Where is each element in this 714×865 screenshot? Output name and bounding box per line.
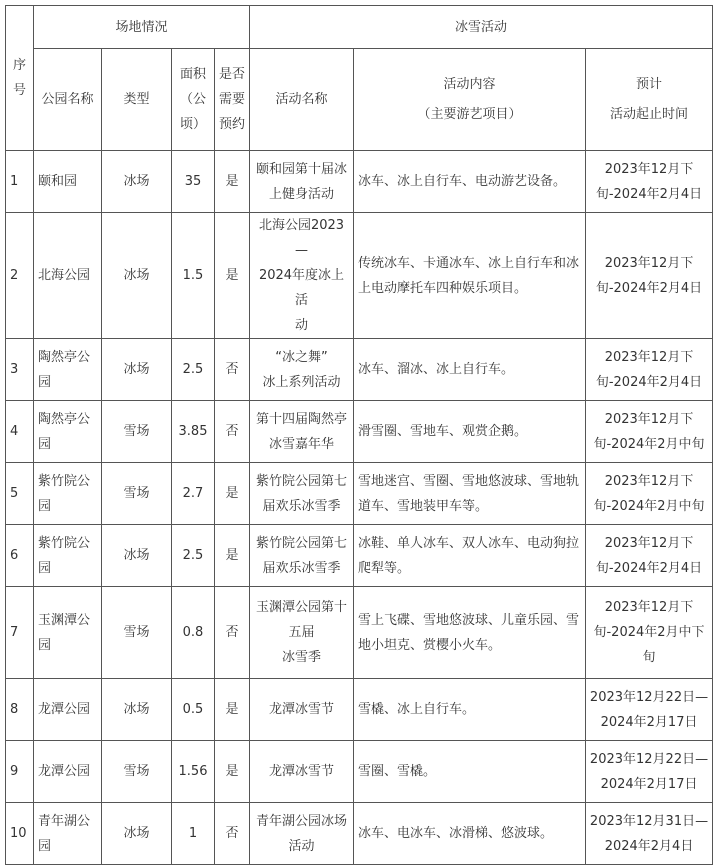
table-row xyxy=(6,525,713,587)
table-container xyxy=(5,5,712,865)
activity-name-cell-line: 冰雪嘉年华 xyxy=(269,436,335,452)
table-row xyxy=(6,151,713,213)
seq-cell: 4 xyxy=(6,401,34,463)
park-name-cell-line: 园 xyxy=(38,560,52,576)
table-row xyxy=(6,463,713,525)
period-cell-line: 2023年12月31日— xyxy=(589,813,709,829)
table-row xyxy=(6,339,713,401)
table-row xyxy=(6,213,713,339)
period-cell-line: 旬-2024年2月4日 xyxy=(595,280,703,296)
area-cell: 1.56 xyxy=(172,741,215,803)
type-cell: 冰场 xyxy=(102,525,172,587)
activity-name-cell-line: 上健身活动 xyxy=(269,186,335,202)
park-name-cell xyxy=(34,587,102,679)
area-cell: 2.5 xyxy=(172,339,215,401)
activity-name-cell-line: 紫竹院公园第七 xyxy=(256,473,348,489)
area-cell: 3.85 xyxy=(172,401,215,463)
activity-name-cell-line: 动 xyxy=(295,318,309,333)
content-cell xyxy=(354,463,586,525)
header-period xyxy=(586,49,713,151)
content-cell-line: 上电动摩托车四种娱乐项目。 xyxy=(358,280,528,296)
header-reservation-line: 需要 xyxy=(219,92,246,107)
area-cell: 1.5 xyxy=(172,213,215,339)
header-column-row xyxy=(6,49,713,151)
period-cell-line: 2024年2月17日 xyxy=(600,714,698,730)
park-name-cell: 龙潭公园 xyxy=(34,679,102,741)
type-cell: 冰场 xyxy=(102,213,172,339)
seq-cell: 9 xyxy=(6,741,34,803)
header-area-line: 顷） xyxy=(179,117,206,132)
period-cell-line: 旬-2024年2月中旬 xyxy=(593,436,705,452)
period-cell-line: 2023年12月下 xyxy=(604,473,694,489)
period-cell-line: 旬-2024年2月中下旬 xyxy=(593,625,705,665)
park-name-cell xyxy=(34,525,102,587)
period-cell-line: 2023年12月22日— xyxy=(589,689,709,705)
content-cell: 雪橇、冰上自行车。 xyxy=(354,679,586,741)
content-cell xyxy=(354,525,586,587)
activity-name-cell xyxy=(250,525,354,587)
activity-name-cell xyxy=(250,587,354,679)
seq-cell: 10 xyxy=(6,803,34,865)
period-cell xyxy=(586,213,713,339)
period-cell xyxy=(586,401,713,463)
table-row xyxy=(6,401,713,463)
park-name-cell-line: 园 xyxy=(38,436,52,452)
content-cell-line: 地小坦克、赏樱小火车。 xyxy=(358,637,502,653)
period-cell-line: 2023年12月下 xyxy=(604,411,694,427)
area-cell: 1 xyxy=(172,803,215,865)
park-name-cell xyxy=(34,803,102,865)
activity-name-cell xyxy=(250,151,354,213)
table-row xyxy=(6,679,713,741)
reservation-cell: 是 xyxy=(215,741,250,803)
park-name-cell-line: 园 xyxy=(38,374,52,390)
content-cell: 雪圈、雪橇。 xyxy=(354,741,586,803)
header-reservation xyxy=(215,49,250,151)
type-cell: 雪场 xyxy=(102,587,172,679)
reservation-cell: 是 xyxy=(215,151,250,213)
park-name-cell xyxy=(34,463,102,525)
activity-name-cell-line: 北海公园2023— xyxy=(258,218,345,258)
period-cell xyxy=(586,151,713,213)
period-cell-line: 2023年12月22日— xyxy=(589,751,709,767)
type-cell: 冰场 xyxy=(102,339,172,401)
header-venue-group: 场地情况 xyxy=(34,6,250,49)
header-period-line: 预计 xyxy=(636,76,663,92)
park-name-cell-line: 紫竹院公 xyxy=(38,473,91,489)
area-cell: 35 xyxy=(172,151,215,213)
period-cell-line: 旬-2024年2月中旬 xyxy=(593,498,705,514)
content-cell-line: 传统冰车、卡通冰车、冰上自行车和冰 xyxy=(358,255,580,271)
area-cell: 0.8 xyxy=(172,587,215,679)
header-seq: 序号 xyxy=(6,6,34,151)
seq-cell: 3 xyxy=(6,339,34,401)
activity-name-cell-line: 五届 xyxy=(288,625,315,640)
period-cell-line: 2023年12月下 xyxy=(604,535,694,551)
activity-name-cell-line: 冰雪季 xyxy=(282,650,322,665)
period-cell xyxy=(586,679,713,741)
period-cell-line: 2023年12月下 xyxy=(604,255,694,271)
park-name-cell-line: 陶然亭公 xyxy=(38,411,91,427)
reservation-cell: 是 xyxy=(215,213,250,339)
content-cell: 滑雪圈、雪地车、观赏企鹅。 xyxy=(354,401,586,463)
header-content-line: 活动内容 xyxy=(443,76,496,92)
content-cell-line: 道车、雪地装甲车等。 xyxy=(358,498,489,514)
header-park-name: 公园名称 xyxy=(34,49,102,151)
period-cell-line: 旬-2024年2月4日 xyxy=(595,374,703,390)
park-name-cell-line: 紫竹院公 xyxy=(38,535,91,551)
activity-name-cell-line: 玉渊潭公园第十 xyxy=(256,600,348,615)
reservation-cell: 否 xyxy=(215,401,250,463)
content-cell-line: 爬犁等。 xyxy=(358,560,411,576)
type-cell: 雪场 xyxy=(102,463,172,525)
period-cell-line: 2023年12月下 xyxy=(604,600,694,615)
content-cell-line: 雪地迷宫、雪圈、雪地悠波球、雪地轨 xyxy=(358,473,580,489)
header-reservation-line: 是否 xyxy=(219,67,246,82)
park-name-cell xyxy=(34,401,102,463)
content-cell: 冰车、电冰车、冰滑梯、悠波球。 xyxy=(354,803,586,865)
area-cell: 0.5 xyxy=(172,679,215,741)
period-cell xyxy=(586,587,713,679)
header-area xyxy=(172,49,215,151)
period-cell-line: 2023年12月下 xyxy=(604,161,694,177)
header-group-row xyxy=(6,6,713,49)
table-row xyxy=(6,803,713,865)
header-content xyxy=(354,49,586,151)
activity-name-cell-line: 第十四届陶然亭 xyxy=(256,411,348,427)
activity-name-cell-line: 活动 xyxy=(288,838,315,854)
header-area-line: （公 xyxy=(179,92,206,107)
header-content-line: （主要游艺项目） xyxy=(417,106,522,122)
period-cell xyxy=(586,339,713,401)
seq-cell: 1 xyxy=(6,151,34,213)
park-name-cell-line: 玉渊潭公 xyxy=(38,612,91,628)
activity-name-cell xyxy=(250,463,354,525)
activity-name-cell: 龙潭冰雪节 xyxy=(250,679,354,741)
reservation-cell: 是 xyxy=(215,463,250,525)
period-cell-line: 2024年2月17日 xyxy=(600,776,698,792)
activity-name-cell-line: 2024年度冰上活 xyxy=(258,268,345,308)
park-name-cell-line: 园 xyxy=(38,838,52,854)
activity-name-cell: 龙潭冰雪节 xyxy=(250,741,354,803)
period-cell xyxy=(586,803,713,865)
area-cell: 2.5 xyxy=(172,525,215,587)
period-cell xyxy=(586,525,713,587)
ice-snow-activities-table xyxy=(5,5,713,865)
type-cell: 冰场 xyxy=(102,803,172,865)
table-row xyxy=(6,741,713,803)
activity-name-cell-line: 紫竹院公园第七 xyxy=(256,535,348,551)
content-cell: 冰车、溜冰、冰上自行车。 xyxy=(354,339,586,401)
activity-name-cell-line: 届欢乐冰雪季 xyxy=(262,560,341,576)
period-cell-line: 旬-2024年2月4日 xyxy=(595,560,703,576)
content-cell-line: 冰鞋、单人冰车、双人冰车、电动狗拉 xyxy=(358,535,580,551)
content-cell xyxy=(354,587,586,679)
header-activity-group: 冰雪活动 xyxy=(250,6,713,49)
activity-name-cell-line: 青年湖公园冰场 xyxy=(256,813,348,829)
header-period-line: 活动起止时间 xyxy=(610,106,689,122)
reservation-cell: 否 xyxy=(215,587,250,679)
activity-name-cell-line: “冰之舞” xyxy=(275,349,328,365)
type-cell: 雪场 xyxy=(102,741,172,803)
park-name-cell-line: 青年湖公 xyxy=(38,813,91,829)
reservation-cell: 是 xyxy=(215,679,250,741)
type-cell: 冰场 xyxy=(102,151,172,213)
activity-name-cell-line: 届欢乐冰雪季 xyxy=(262,498,341,514)
header-type: 类型 xyxy=(102,49,172,151)
period-cell-line: 旬-2024年2月4日 xyxy=(595,186,703,202)
park-name-cell xyxy=(34,339,102,401)
area-cell: 2.7 xyxy=(172,463,215,525)
header-area-line: 面积 xyxy=(179,67,206,82)
header-activity-name: 活动名称 xyxy=(250,49,354,151)
park-name-cell: 颐和园 xyxy=(34,151,102,213)
activity-name-cell-line: 冰上系列活动 xyxy=(262,374,341,390)
type-cell: 冰场 xyxy=(102,679,172,741)
activity-name-cell xyxy=(250,213,354,339)
content-cell xyxy=(354,213,586,339)
seq-cell: 8 xyxy=(6,679,34,741)
seq-cell: 5 xyxy=(6,463,34,525)
activity-name-cell xyxy=(250,339,354,401)
type-cell: 雪场 xyxy=(102,401,172,463)
park-name-cell: 北海公园 xyxy=(34,213,102,339)
park-name-cell-line: 陶然亭公 xyxy=(38,349,91,365)
period-cell-line: 2024年2月4日 xyxy=(604,838,694,854)
period-cell xyxy=(586,741,713,803)
period-cell-line: 2023年12月下 xyxy=(604,349,694,365)
reservation-cell: 否 xyxy=(215,339,250,401)
activity-name-cell xyxy=(250,401,354,463)
seq-cell: 7 xyxy=(6,587,34,679)
park-name-cell-line: 园 xyxy=(38,637,52,653)
seq-cell: 6 xyxy=(6,525,34,587)
park-name-cell: 龙潭公园 xyxy=(34,741,102,803)
content-cell: 冰车、冰上自行车、电动游艺设备。 xyxy=(354,151,586,213)
activity-name-cell xyxy=(250,803,354,865)
reservation-cell: 否 xyxy=(215,803,250,865)
period-cell xyxy=(586,463,713,525)
table-row xyxy=(6,587,713,679)
seq-cell: 2 xyxy=(6,213,34,339)
content-cell-line: 雪上飞碟、雪地悠波球、儿童乐园、雪 xyxy=(358,612,580,628)
header-reservation-line: 预约 xyxy=(219,117,246,132)
park-name-cell-line: 园 xyxy=(38,498,52,514)
reservation-cell: 是 xyxy=(215,525,250,587)
activity-name-cell-line: 颐和园第十届冰 xyxy=(256,161,348,177)
